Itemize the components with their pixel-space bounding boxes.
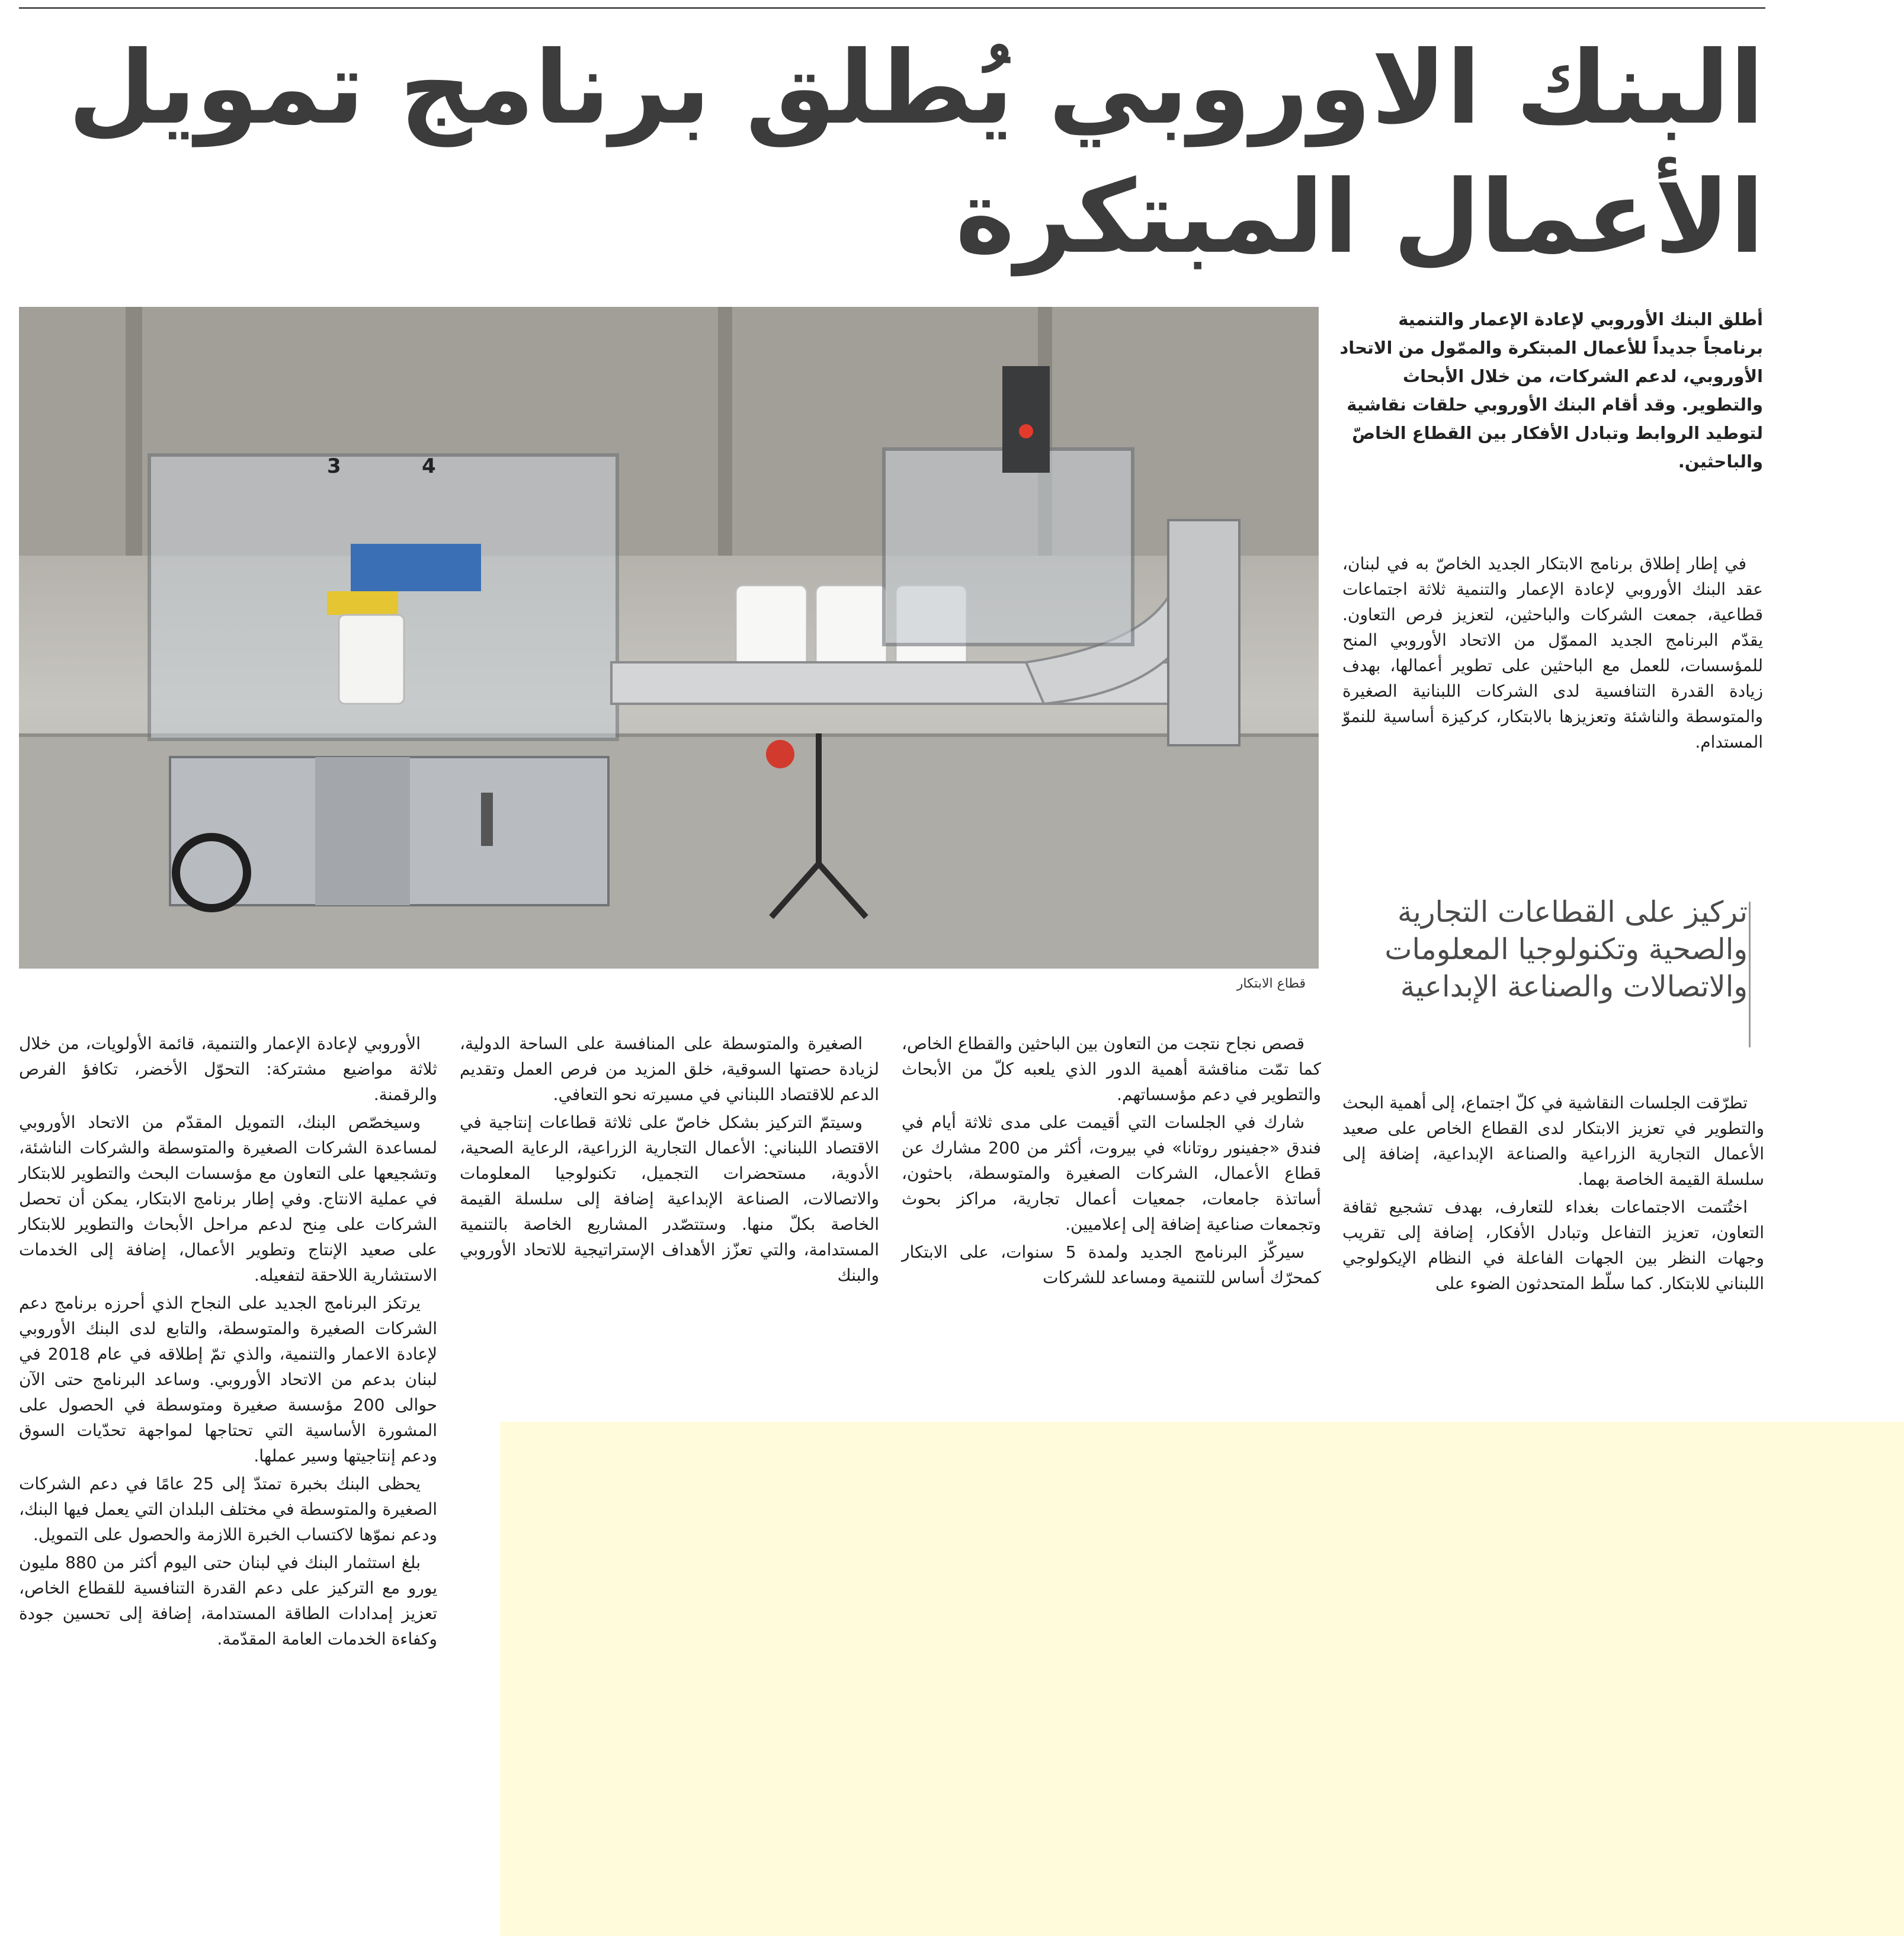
top-rule <box>19 7 1765 9</box>
column-2-paragraph-2: شارك في الجلسات التي أقيمت على مدى ثلاثة أيام في فندق «جفينور روتانا» في بيروت، أكثر من 200 مشارك عن قطاع الأعمال، الشركات الصغيرة والمتوسطة، باحثون، أساتذة جامعات، جمعيات أعمال تجارية، مراكز بحوث وتجمعات صناعية إضافة إلى إعلاميين. <box>902 1113 1321 1234</box>
article-photo-factory-machinery <box>19 307 1319 969</box>
column-4-paragraph-2: وسيخصّص البنك، التمويل المقدّم من الاتحاد الأوروبي لمساعدة الشركات الصغيرة والمتوسطة والشركات الناشئة، وتشجيعها على التعاون مع مؤسسات البحث والتطوير للابتكار في عملية الانتاج. وفي إطار برنامج الابتكار، يمكن أن تحصل الشركات على مِنح لدعم مراحل الأبحاث والتطوير للابتكار على صعيد الإنتاج وتطوير الأعمال، إضافة إلى الخدمات الاستشارية اللاحقة لتفعيله. <box>19 1113 437 1285</box>
column-2-paragraph-3: سيركّز البرنامج الجديد ولمدة 5 سنوات، على الابتكار كمحرّك أساس للتنمية ومساعد للشركات <box>902 1242 1321 1287</box>
advertisement-placeholder <box>500 1422 1904 1936</box>
article-headline: البنك الاوروبي يُطلق برنامج تمويل الأعمال المبتكرة <box>68 30 1764 276</box>
column-1-paragraph-1: تطرّقت الجلسات النقاشية في كلّ اجتماع، إلى أهمية البحث والتطوير في تعزيز الابتكار لدى القطاع الخاص على صعيد الأعمال التجارية الزراعية والصناعة الإبداعية، إضافة إلى سلسلة القيمة الخاصة بهما. <box>1342 1093 1764 1189</box>
column-4-paragraph-1: الأوروبي لإعادة الإعمار والتنمية، قائمة الأولويات، من خلال ثلاثة مواضيع مشتركة: التحوّل الأخضر، تكافؤ الفرص والرقمنة. <box>19 1034 437 1104</box>
article-column-3 <box>460 1031 879 1290</box>
factory-illustration <box>19 307 1319 969</box>
column-4-paragraph-4: يحظى البنك بخبرة تمتدّ إلى 25 عامًا في دعم الشركات الصغيرة والمتوسطة في مختلف البلدان التي يعمل فيها البنك، ودعم نموّها لاكتساب الخبرة اللازمة والحصول على التمويل. <box>19 1474 437 1544</box>
column-2-paragraph-1: قصص نجاح نتجت من التعاون بين الباحثين والقطاع الخاص، كما تمّت مناقشة أهمية الدور الذي يلعبه كلّ من الأبحاث والتطوير في دعم مؤسساتهم. <box>902 1034 1321 1104</box>
article-column-4 <box>19 1031 437 1654</box>
article-intro <box>1342 551 1763 757</box>
article-column-1 <box>1342 1090 1764 1299</box>
column-3-paragraph-1: الصغيرة والمتوسطة على المنافسة على الساحة الدولية، لزيادة حصتها السوقية، خلق المزيد من فرص العمل وتقديم الدعم للاقتصاد اللبناني في مسيرته نحو التعافي. <box>460 1034 879 1104</box>
column-3-paragraph-2: وسيتمّ التركيز بشكل خاصّ على ثلاثة قطاعات إنتاجية في الاقتصاد اللبناني: الأعمال التجارية الزراعية، الرعاية الصحية، الأدوية، مستحضرات التجميل، تكنولوجيا المعلومات والاتصالات، الصناعة الإبداعية إضافة إلى سلسلة القيمة الخاصة بكلّ منها. وستتصّدر المشاريع الخاصة بالتنمية المستدامة، والتي تعزّز الأهداف الإستراتيجية للاتحاد الأوروبي والبنك <box>460 1113 879 1285</box>
station-number-4: 4 <box>422 454 436 478</box>
article-column-2 <box>902 1031 1321 1293</box>
column-4-paragraph-5: بلغ استثمار البنك في لبنان حتى اليوم أكثر من 880 مليون يورو مع التركيز على دعم القدرة التنافسية للقطاع الخاص، تعزيز إمدادات الطاقة المستدامة، إضافة إلى تحسين جودة وكفاءة الخدمات العامة المقدّمة. <box>19 1553 437 1649</box>
article-lead: أطلق البنك الأوروبي لإعادة الإعمار والتنمية برنامجاً جديداً للأعمال المبتكرة والممّول من الاتحاد الأوروبي، لدعم الشركات، من خلال الأبحاث والتطوير. وقد أقام البنك الأوروبي حلقات نقاشية لتوطيد الروابط وتبادل الأفكار بين القطاع الخاصّ والباحثين. <box>1339 309 1763 472</box>
column-1-paragraph-2: اختُتمت الاجتماعات بغداء للتعارف، بهدف تشجيع ثقافة التعاون، تعزيز التفاعل وتبادل الأفكار، إضافة إلى تقريب وجهات النظر بين الجهات الفاعلة في النظام الإيكولوجي اللبناني للابتكار. كما سلّط المتحدثون الضوء على <box>1342 1197 1764 1293</box>
photo-caption: قطاع الابتكار <box>1236 976 1306 991</box>
intro-paragraph: في إطار إطلاق برنامج الابتكار الجديد الخاصّ به في لبنان، عقد البنك الأوروبي لإعادة الإعمار والتنمية ثلاثة اجتماعات قطاعية، جمعت الشركات والباحثين، لتعزيز فرص التعاون. يقدّم البرنامج الجديد المموّل من الاتحاد الأوروبي المنح للمؤسسات، للعمل مع الباحثين على تطوير أعمالها، بهدف زيادة القدرة التنافسية لدى الشركات اللبنانية الصغيرة والمتوسطة والناشئة وتعزيزها بالابتكار، كركيزة أساسية للنموّ المستدام. <box>1342 554 1763 752</box>
column-4-paragraph-3: يرتكز البرنامج الجديد على النجاح الذي أحرزه برنامج دعم الشركات الصغيرة والمتوسطة، والتابع لدى البنك الأوروبي لإعادة الاعمار والتنمية، والذي تمّ إطلاقه في عام 2018 في لبنان بدعم من الاتحاد الأوروبي. وساعد البرنامج حتى الآن حوالى 200 مؤسسة صغيرة ومتوسطة في الحصول على المشورة الأساسية التي تحتاجها لمواجهة تحدّيات السوق ودعم إنتاجيتها وسير عملها. <box>19 1293 437 1466</box>
station-number-3: 3 <box>327 454 341 478</box>
pullquote-rule <box>1749 902 1751 1047</box>
pull-quote: تركيز على القطاعات التجارية والصحية وتكنولوجيا المعلومات والاتصالات والصناعة الإبداعية <box>1384 895 1748 1004</box>
